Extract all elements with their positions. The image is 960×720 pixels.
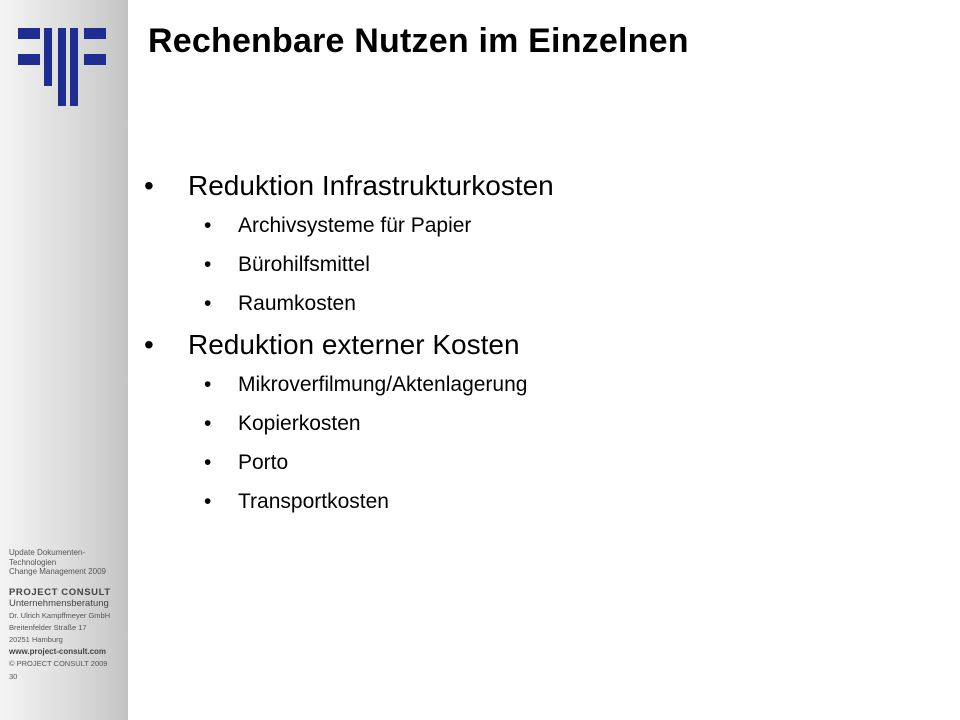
bullet-item-text: Transportkosten (238, 490, 389, 513)
bullet-heading-text: Reduktion externer Kosten (188, 329, 520, 360)
bullet-icon: • (144, 329, 154, 360)
bullet-group (144, 166, 924, 323)
bullet-item-text: Porto (238, 451, 289, 474)
page-number: 30 (9, 671, 18, 681)
footer-intro-line: Change Management 2009 (9, 567, 106, 576)
bullet-item-text: Raumkosten (238, 292, 356, 315)
bullet-icon: • (204, 412, 212, 435)
company-owner: Dr. Ulrich Kampffmeyer GmbH (9, 610, 111, 620)
company-website-link[interactable]: www.project-consult.com (9, 646, 107, 656)
bullet-item (144, 245, 924, 284)
sidebar (0, 0, 128, 720)
company-city: 20251 Hamburg (9, 634, 63, 644)
slide-title: Rechenbare Nutzen im Einzelnen (148, 22, 689, 60)
bullet-item-text: Archivsysteme für Papier (238, 214, 472, 237)
bullet-group (144, 325, 924, 521)
bullet-item-text: Kopierkosten (238, 412, 361, 435)
bullet-icon: • (204, 253, 212, 276)
copyright: © PROJECT CONSULT 2009 (9, 658, 108, 668)
slide-content (144, 166, 924, 521)
bullet-item (144, 284, 924, 323)
bullet-icon: • (204, 373, 212, 396)
sidebar-footer (9, 548, 127, 684)
footer-intro-line: Update Dokumenten- (9, 548, 86, 557)
bullet-icon: • (204, 490, 212, 513)
bullet-item (144, 206, 924, 245)
bullet-item (144, 365, 924, 404)
bullet-item (144, 482, 924, 521)
company-street: Breitenfelder Straße 17 (9, 622, 87, 632)
company-subtitle: Unternehmensberatung (9, 597, 109, 609)
bullet-item (144, 404, 924, 443)
bullet-heading-text: Reduktion Infrastrukturkosten (188, 170, 554, 201)
bullet-item-text: Bürohilfsmittel (238, 253, 370, 276)
bullet-item-text: Mikroverfilmung/Aktenlagerung (238, 373, 528, 396)
bullet-icon: • (204, 214, 212, 237)
footer-intro-line: Technologien (9, 557, 57, 567)
company-name: PROJECT CONSULT (9, 586, 111, 598)
bullet-item (144, 443, 924, 482)
footer-intro (9, 548, 127, 577)
project-consult-logo-icon (18, 28, 108, 108)
bullet-icon: • (144, 170, 154, 201)
bullet-icon: • (204, 451, 212, 474)
bullet-heading (144, 325, 924, 365)
bullet-icon: • (204, 292, 212, 315)
bullet-heading (144, 166, 924, 206)
